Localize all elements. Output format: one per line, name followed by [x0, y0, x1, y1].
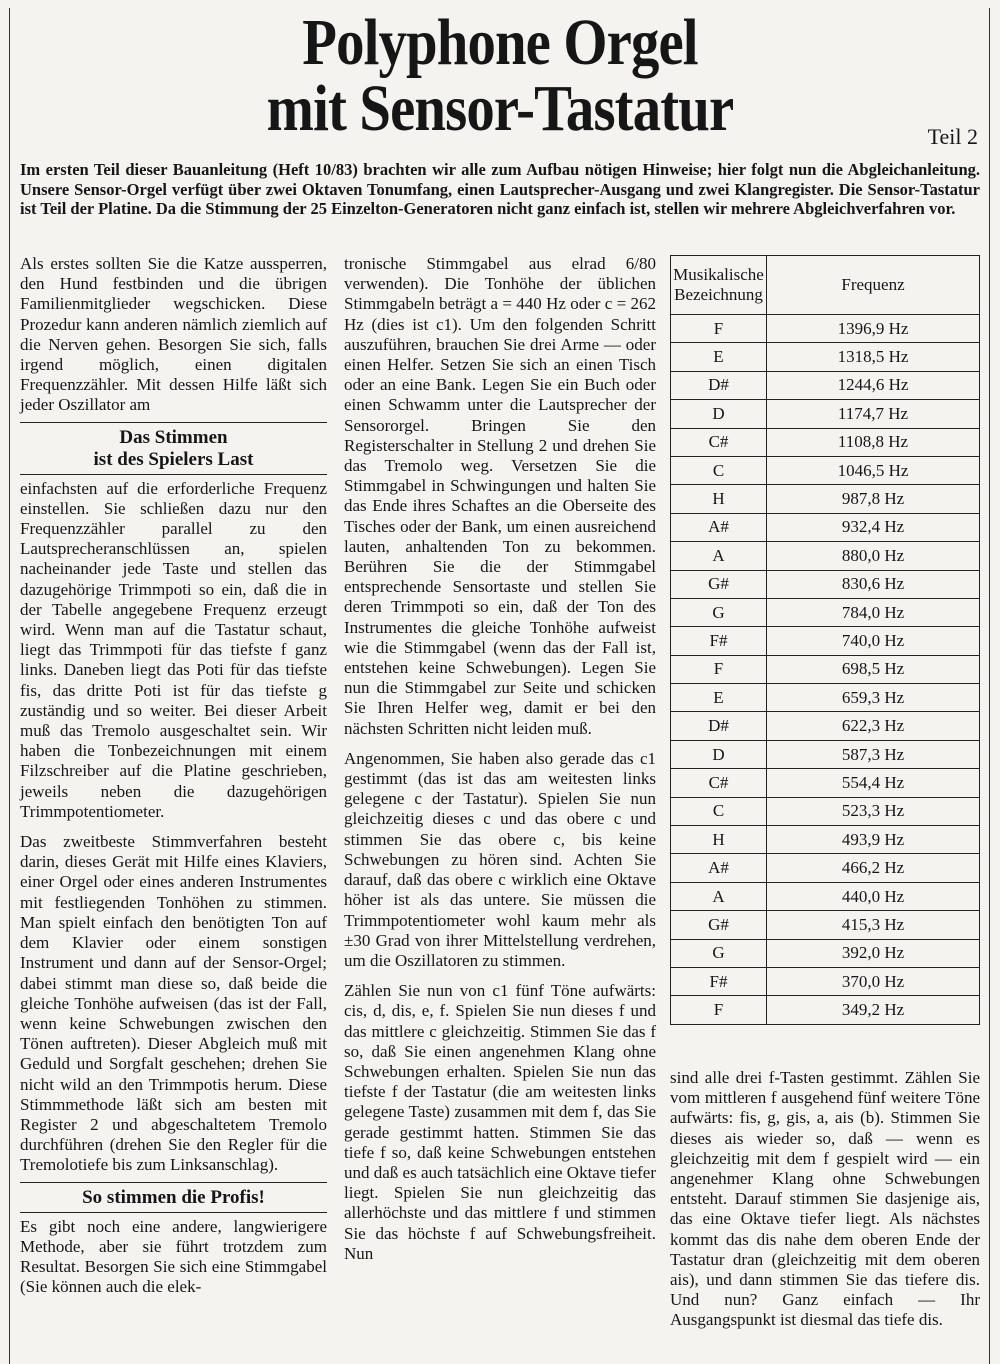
frequency-cell: 523,3 Hz	[767, 797, 980, 825]
table-row	[671, 485, 980, 513]
frequency-cell: 554,4 Hz	[767, 769, 980, 797]
note-cell: C#	[671, 769, 767, 797]
note-cell: D	[671, 740, 767, 768]
right-page-rule	[989, 8, 990, 1364]
left-page-rule	[9, 8, 10, 1364]
frequency-cell: 392,0 Hz	[767, 939, 980, 967]
col3-paragraph-1: sind alle drei f-Tasten gestimmt. Zählen Sie vom mittleren f ausgehend fünf weitere Töne aufwärts: fis, g, gis, a, ais (b). Stimmen Sie dieses ais wieder so, daß — wenn es gleichzeitig mit dem f gespielt wird — ein angenehmer Klang ohne Schwebungen entsteht. Darauf stimmen Sie dasjenige ais, das eine Oktave tiefer liegt. Als nächstes kommt das dis nahe dem oberen Ende der Tastatur dran (gleichzeitig mit dem oberen ais), und dann stimmen Sie das tiefere dis. Und nun? Ganz einfach — Ihr Ausgangspunkt ist diesmal das tiefe dis.	[670, 1068, 980, 1330]
frequency-cell: 880,0 Hz	[767, 542, 980, 570]
column-1	[20, 254, 327, 1297]
header-frequency: Frequenz	[767, 256, 980, 315]
note-cell: F	[671, 996, 767, 1024]
column-2	[344, 254, 656, 1264]
column-3-text	[670, 1068, 980, 1331]
note-cell: F	[671, 655, 767, 683]
frequency-cell: 622,3 Hz	[767, 712, 980, 740]
note-cell: G	[671, 598, 767, 626]
col2-paragraph-1: tronische Stimmgabel aus elrad 6/80 verwenden). Die Tonhöhe der üblichen Stimmgabeln beträgt a = 440 Hz oder c = 262 Hz (dies ist c1). Um den folgenden Schritt auszuführen, brauchen Sie drei Arme — oder einen Helfer. Setzen Sie sich an einen Tisch oder an eine Bank. Legen Sie ein Buch oder einen Schwamm unter die Lautsprecher der Sensororgel. Bringen Sie den Registerschalter in Stellung 2 und drehen Sie das Tremolo weg. Versetzen Sie die Stimmgabel in Schwingungen und halten Sie das Ende ihres Schaftes an die Oberseite des Tisches oder der Bank, um einen ausreichend lauten, anhaltenden Ton zu bekommen. Berühren Sie die der Stimmgabel entsprechende Sensortaste und stellen Sie deren Trimmpoti so ein, daß der Ton des Instrumentes die gleiche Tonhöhe aufweist wie die Stimmgabel (wenn das der Fall ist, entstehen keine Schwebungen). Legen Sie nun die Stimmgabel zur Seite und schicken Sie Ihren Helfer weg, damit er bei den nächsten Schritten nicht leiden muß.	[344, 254, 656, 738]
note-cell: E	[671, 684, 767, 712]
subheading-stimmen-line-1: Das Stimmen	[119, 426, 228, 448]
table-row	[671, 400, 980, 428]
note-cell: C	[671, 797, 767, 825]
col2-paragraph-2: Angenommen, Sie haben also gerade das c1 gestimmt (das ist das am weitesten links gelegene c der Tastatur). Spielen Sie nun gleichzeitig dieses c und das obere c und stimmen Sie das obere c, bis keine Schwebungen zu hören sind. Achten Sie darauf, daß das obere c wirklich eine Oktave höher ist als das untere. Sie müssen die Trimmpotentiometer wohl kaum mehr als ±30 Grad von ihrer Mittelstellung verdrehen, um die Oszillatoren zu stimmen.	[344, 748, 656, 970]
frequency-cell: 370,0 Hz	[767, 967, 980, 995]
subheading-stimmen-line-2: ist des Spielers Last	[93, 448, 254, 470]
subheading-profis: So stimmen die Profis!	[20, 1182, 327, 1213]
article-title	[70, 6, 930, 145]
frequency-cell: 466,2 Hz	[767, 854, 980, 882]
frequency-cell: 493,9 Hz	[767, 826, 980, 854]
header-note: Musikalische Bezeichnung	[671, 256, 767, 315]
frequency-cell: 987,8 Hz	[767, 485, 980, 513]
table-row	[671, 826, 980, 854]
table-header-row	[671, 256, 980, 315]
frequency-cell: 349,2 Hz	[767, 996, 980, 1024]
note-cell: A#	[671, 513, 767, 541]
note-cell: G#	[671, 911, 767, 939]
table-row	[671, 570, 980, 598]
frequency-cell: 1108,8 Hz	[767, 428, 980, 456]
note-cell: E	[671, 343, 767, 371]
table-row	[671, 513, 980, 541]
table-body	[671, 315, 980, 1025]
table-row	[671, 343, 980, 371]
col2-paragraph-3: Zählen Sie nun von c1 fünf Töne aufwärts: cis, d, dis, e, f. Spielen Sie nun dieses f und das mittlere c gleichzeitig. Stimmen Sie das f so, daß Sie einen angenehmen Klang ohne Schwebungen erhalten. Spielen Sie nun das tiefste f der Tastatur (die am weitesten links gelegene Taste) zusammen mit dem f, das Sie gerade gestimmt hatten. Stimmen Sie das tiefe f so, daß keine Schwebungen entstehen und daß es auch tatsächlich eine Oktave tiefer liegt. Spielen Sie nun gleichzeitig das allerhöchste und das mittlere f und stimmen Sie das höchste f auf Schwebungsfreiheit. Nun	[344, 981, 657, 1263]
frequency-cell: 1396,9 Hz	[767, 315, 980, 343]
col1-paragraph-4: Es gibt noch eine andere, langwierigere Methode, aber sie führt trotzdem zum Resultat. Besorgen Sie sich eine Stimmgabel (Sie können auch die elek-	[20, 1216, 327, 1297]
note-cell: G	[671, 939, 767, 967]
frequency-cell: 830,6 Hz	[767, 570, 980, 598]
table-row	[671, 627, 980, 655]
note-cell: F#	[671, 627, 767, 655]
table-row	[671, 684, 980, 712]
frequency-cell: 1244,6 Hz	[767, 371, 980, 399]
note-cell: D	[671, 400, 767, 428]
table-row	[671, 428, 980, 456]
table-row	[671, 371, 980, 399]
table-row	[671, 740, 980, 768]
title-line-2: mit Sensor-Tastatur	[266, 72, 734, 145]
subheading-stimmen	[20, 422, 327, 475]
frequency-cell: 1046,5 Hz	[767, 456, 980, 484]
table-row	[671, 939, 980, 967]
frequency-cell: 698,5 Hz	[767, 655, 980, 683]
frequency-table	[670, 255, 980, 1025]
note-cell: A	[671, 882, 767, 910]
note-cell: G#	[671, 570, 767, 598]
note-cell: A	[671, 542, 767, 570]
frequency-cell: 415,3 Hz	[767, 911, 980, 939]
note-cell: D#	[671, 712, 767, 740]
frequency-cell: 1318,5 Hz	[767, 343, 980, 371]
table-row	[671, 996, 980, 1024]
table-row	[671, 854, 980, 882]
intro-paragraph: Im ersten Teil dieser Bauanleitung (Heft 10/83) brachten wir alle zum Aufbau nötigen Hinweise; hier folgt nun die Abgleichanleitung. Unsere Sensor-Orgel verfügt über zwei Oktaven Tonumfang, einen Lautsprecher-Ausgang und zwei Klangregister. Die Sensor-Tastatur ist Teil der Platine. Da die Stimmung der 25 Einzelton-Generatoren nicht ganz einfach ist, stellen wir mehrere Abgleichverfahren vor.	[20, 160, 980, 218]
table-row	[671, 911, 980, 939]
table-row	[671, 315, 980, 343]
note-cell: C	[671, 456, 767, 484]
title-line-1: Polyphone Orgel	[302, 6, 698, 79]
col1-paragraph-3: Das zweitbeste Stimmverfahren besteht darin, dieses Gerät mit Hilfe eines Klaviers, einer Orgel oder eines anderen Instrumentes mit festliegenden Tonhöhen zu stimmen. Man spielt einfach den benötigten Ton auf dem Klavier oder einem sonstigen Instrument und dann auf der Sensor-Orgel; dabei stimmt man diese so, daß beide die gleiche Tonhöhe aufweisen (das ist der Fall, wenn keine Schwebungen zwischen den Tönen auftreten). Dieser Abgleich muß mit Geduld und Sorgfalt geschehen; drehen Sie nicht wild an den Trimmpotis herum. Diese Stimmmethode läßt sich am besten mit Register 2 und abgeschaltetem Tremolo durchführen (drehen Sie den Regler für die Tremolotiefe bis zum Linksanschlag).	[20, 832, 327, 1175]
table-row	[671, 598, 980, 626]
table-row	[671, 769, 980, 797]
table-row	[671, 655, 980, 683]
note-cell: H	[671, 826, 767, 854]
frequency-cell: 740,0 Hz	[767, 627, 980, 655]
frequency-cell: 1174,7 Hz	[767, 400, 980, 428]
table-row	[671, 967, 980, 995]
table-row	[671, 456, 980, 484]
note-cell: F#	[671, 967, 767, 995]
frequency-cell: 784,0 Hz	[767, 598, 980, 626]
part-label: Teil 2	[927, 124, 978, 149]
table-row	[671, 542, 980, 570]
frequency-cell: 587,3 Hz	[767, 740, 980, 768]
frequency-cell: 659,3 Hz	[767, 684, 980, 712]
table-row	[671, 797, 980, 825]
frequency-cell: 440,0 Hz	[767, 882, 980, 910]
note-cell: F	[671, 315, 767, 343]
note-cell: D#	[671, 371, 767, 399]
note-cell: A#	[671, 854, 767, 882]
note-cell: C#	[671, 428, 767, 456]
table-row	[671, 882, 980, 910]
col1-paragraph-2: einfachsten auf die erforderliche Frequenz einstellen. Sie schließen dazu nur den Frequenzzähler parallel zu den Lautsprecheranschlüssen an, spielen nacheinander jede Taste und stellen das dazugehörige Trimmpoti so ein, daß die in der Tabelle angegebene Frequenz erzeugt wird. Wenn man auf die Tastatur schaut, liegt das Trimmpoti für das tiefste f ganz links. Daneben liegt das Poti für das tiefste fis, das dritte Poti ist für das tiefste g zuständig und so weiter. Bei dieser Arbeit muß das Tremolo ausgeschaltet sein. Wir haben die Tonbezeichnungen mit einem Filzschreiber auf die Platine geschrieben, jeweils neben die dazugehörigen Trimmpotentiometer.	[20, 478, 327, 821]
frequency-cell: 932,4 Hz	[767, 513, 980, 541]
col1-paragraph-1: Als erstes sollten Sie die Katze aussperren, den Hund festbinden und die übrigen Familienmitglieder wegschicken. Diese Prozedur kann anderen nämlich ziemlich auf die Nerven gehen. Besorgen Sie sich, falls irgend möglich, einen digitalen Frequenzzähler. Mit dessen Hilfe läßt sich jeder Oszillator am	[20, 254, 327, 415]
note-cell: H	[671, 485, 767, 513]
table-row	[671, 712, 980, 740]
